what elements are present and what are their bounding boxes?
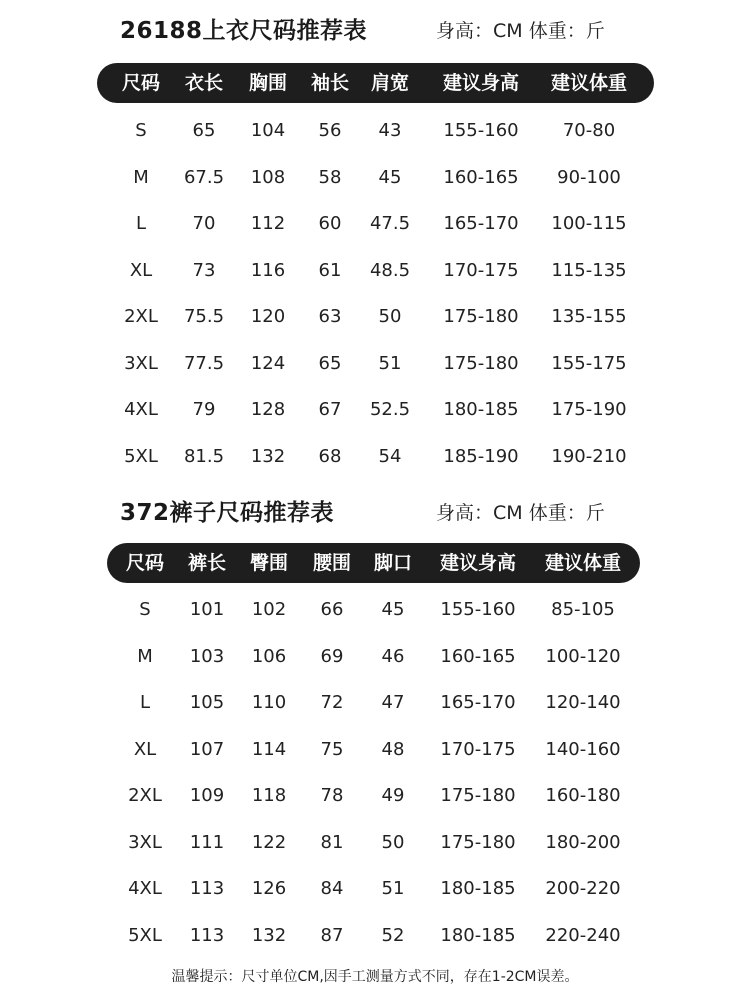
size-cell: S	[135, 120, 147, 141]
table-cell: 45	[378, 166, 402, 188]
table-cell: 48	[381, 738, 405, 760]
table-cell: 135-155	[551, 306, 627, 327]
table-cell: 120	[250, 306, 286, 327]
table-cell: 61	[318, 259, 342, 281]
size-cell: M	[137, 645, 153, 667]
table-row	[0, 155, 750, 201]
table-cell: 100-120	[545, 645, 621, 667]
table-cell: 185-190	[443, 445, 519, 467]
table-cell: 60	[318, 213, 342, 234]
table-cell: 128	[250, 399, 286, 420]
table-cell: 155-160	[440, 599, 516, 620]
size-cell: XL	[133, 738, 157, 760]
size-cell: 3XL	[124, 352, 158, 374]
size-cell: XL	[129, 259, 153, 281]
table-cell: 175-180	[440, 831, 516, 853]
size-cell: 5XL	[128, 924, 162, 946]
table-row	[0, 341, 750, 387]
size-cell: 4XL	[128, 878, 162, 899]
pants-header-cell: 建议体重	[544, 552, 622, 574]
tops-header-cell: 衣长	[184, 72, 224, 94]
table-cell: 65	[318, 352, 342, 374]
table-cell: 90-100	[557, 166, 621, 188]
pants-header-bar	[107, 543, 640, 583]
table-cell: 200-220	[545, 878, 621, 899]
table-cell: 102	[251, 599, 287, 620]
tops-header-cell: 尺码	[121, 72, 161, 94]
table-row	[0, 587, 750, 633]
table-cell: 43	[378, 120, 402, 141]
size-cell: 4XL	[124, 399, 158, 420]
table-cell: 66	[320, 599, 344, 620]
table-row	[0, 434, 750, 480]
table-row	[0, 248, 750, 294]
table-cell: 160-180	[545, 785, 621, 806]
size-cell: L	[135, 213, 147, 234]
size-cell: 2XL	[124, 306, 158, 327]
table-cell: 108	[250, 166, 286, 188]
pants-header-cell: 腰围	[312, 552, 352, 574]
table-cell: 65	[192, 120, 216, 141]
table-cell: 106	[251, 645, 287, 667]
footer-note: 温馨提示：尺寸单位CM,因手工测量方式不同，存在1-2CM误差。	[171, 969, 579, 985]
table-cell: 75	[320, 738, 344, 760]
table-cell: 175-180	[443, 352, 519, 374]
pants-header-cell: 建议身高	[439, 552, 517, 574]
table-cell: 77.5	[183, 352, 225, 374]
table-cell: 56	[318, 120, 342, 141]
table-cell: 85-105	[551, 599, 615, 620]
table-cell: 67	[318, 399, 342, 420]
table-cell: 180-200	[545, 831, 621, 853]
table-cell: 180-185	[443, 399, 519, 420]
table-cell: 51	[378, 352, 402, 374]
table-cell: 58	[318, 166, 342, 188]
table-row	[0, 727, 750, 773]
table-cell: 124	[250, 352, 286, 374]
table-cell: 180-185	[440, 878, 516, 899]
pants-header-cell: 尺码	[125, 552, 165, 574]
table-cell: 175-190	[551, 399, 627, 420]
table-cell: 47	[381, 692, 405, 713]
table-cell: 160-165	[440, 645, 516, 667]
table-cell: 165-170	[443, 213, 519, 234]
table-cell: 132	[250, 445, 286, 467]
table-cell: 51	[381, 878, 405, 899]
table-row	[0, 634, 750, 680]
table-cell: 155-175	[551, 352, 627, 374]
table-row	[0, 201, 750, 247]
table-row	[0, 913, 750, 959]
table-row	[0, 680, 750, 726]
table-cell: 155-160	[443, 120, 519, 141]
size-cell: 2XL	[128, 785, 162, 806]
table-cell: 52.5	[369, 399, 411, 420]
table-cell: 170-175	[440, 738, 516, 760]
table-cell: 45	[381, 599, 405, 620]
table-cell: 110	[251, 692, 287, 713]
table-cell: 140-160	[545, 738, 621, 760]
table-cell: 116	[250, 259, 286, 281]
size-cell: M	[133, 166, 149, 188]
table-cell: 165-170	[440, 692, 516, 713]
table-cell: 175-180	[443, 306, 519, 327]
size-cell: L	[139, 692, 151, 713]
size-cell: S	[139, 599, 151, 620]
table-cell: 63	[318, 306, 342, 327]
table-cell: 49	[381, 785, 405, 806]
table-row	[0, 108, 750, 154]
table-cell: 113	[189, 878, 225, 899]
pants-section-header	[0, 494, 750, 534]
tops-header-cell: 建议身高	[442, 72, 520, 94]
table-cell: 70	[192, 213, 216, 234]
table-cell: 118	[251, 785, 287, 806]
tops-header-cell: 建议体重	[550, 72, 628, 94]
tops-header-bar	[97, 63, 654, 103]
table-cell: 46	[381, 645, 405, 667]
table-cell: 73	[192, 259, 216, 281]
table-cell: 114	[251, 738, 287, 760]
table-cell: 50	[381, 831, 405, 853]
table-cell: 87	[320, 924, 344, 946]
table-cell: 81	[320, 831, 344, 853]
table-cell: 78	[320, 785, 344, 806]
table-cell: 111	[189, 831, 225, 853]
table-cell: 105	[189, 692, 225, 713]
pants-header-cell: 臀围	[249, 552, 289, 574]
table-cell: 132	[251, 924, 287, 946]
table-cell: 69	[320, 645, 344, 667]
table-cell: 47.5	[369, 213, 411, 234]
tops-header-cell: 胸围	[248, 72, 288, 94]
table-cell: 101	[189, 599, 225, 620]
table-cell: 72	[320, 692, 344, 713]
pants-header-cell: 裤长	[187, 552, 227, 574]
table-cell: 170-175	[443, 259, 519, 281]
table-cell: 50	[378, 306, 402, 327]
table-cell: 103	[189, 645, 225, 667]
table-cell: 180-185	[440, 924, 516, 946]
table-cell: 120-140	[545, 692, 621, 713]
pants-unit-note: 身高：CM 体重：斤	[436, 502, 605, 524]
table-cell: 100-115	[551, 213, 627, 234]
tops-table-title: 26188上衣尺码推荐表	[120, 18, 368, 44]
table-row	[0, 820, 750, 866]
tops-unit-note: 身高：CM 体重：斤	[436, 20, 605, 42]
tops-header-cell: 肩宽	[370, 72, 410, 94]
pants-header-cell: 脚口	[373, 552, 413, 574]
table-cell: 68	[318, 445, 342, 467]
table-cell: 126	[251, 878, 287, 899]
table-cell: 48.5	[369, 259, 411, 281]
table-cell: 109	[189, 785, 225, 806]
table-cell: 190-210	[551, 445, 627, 467]
table-cell: 160-165	[443, 166, 519, 188]
table-row	[0, 773, 750, 819]
table-cell: 122	[251, 831, 287, 853]
table-cell: 70-80	[562, 120, 616, 141]
pants-table-title: 372裤子尺码推荐表	[120, 500, 335, 526]
table-cell: 67.5	[183, 166, 225, 188]
table-cell: 54	[378, 445, 402, 467]
table-cell: 112	[250, 213, 286, 234]
table-cell: 175-180	[440, 785, 516, 806]
size-cell: 3XL	[128, 831, 162, 853]
table-cell: 84	[320, 878, 344, 899]
table-cell: 52	[381, 924, 405, 946]
table-row	[0, 387, 750, 433]
tops-section-header	[0, 12, 750, 52]
table-cell: 113	[189, 924, 225, 946]
table-row	[0, 866, 750, 912]
table-cell: 107	[189, 738, 225, 760]
table-cell: 79	[192, 399, 216, 420]
size-cell: 5XL	[124, 445, 158, 467]
table-cell: 220-240	[545, 924, 621, 946]
table-cell: 115-135	[551, 259, 627, 281]
table-cell: 104	[250, 120, 286, 141]
table-row	[0, 294, 750, 340]
table-cell: 75.5	[183, 306, 225, 327]
table-cell: 81.5	[183, 445, 225, 467]
tops-header-cell: 袖长	[310, 72, 350, 94]
